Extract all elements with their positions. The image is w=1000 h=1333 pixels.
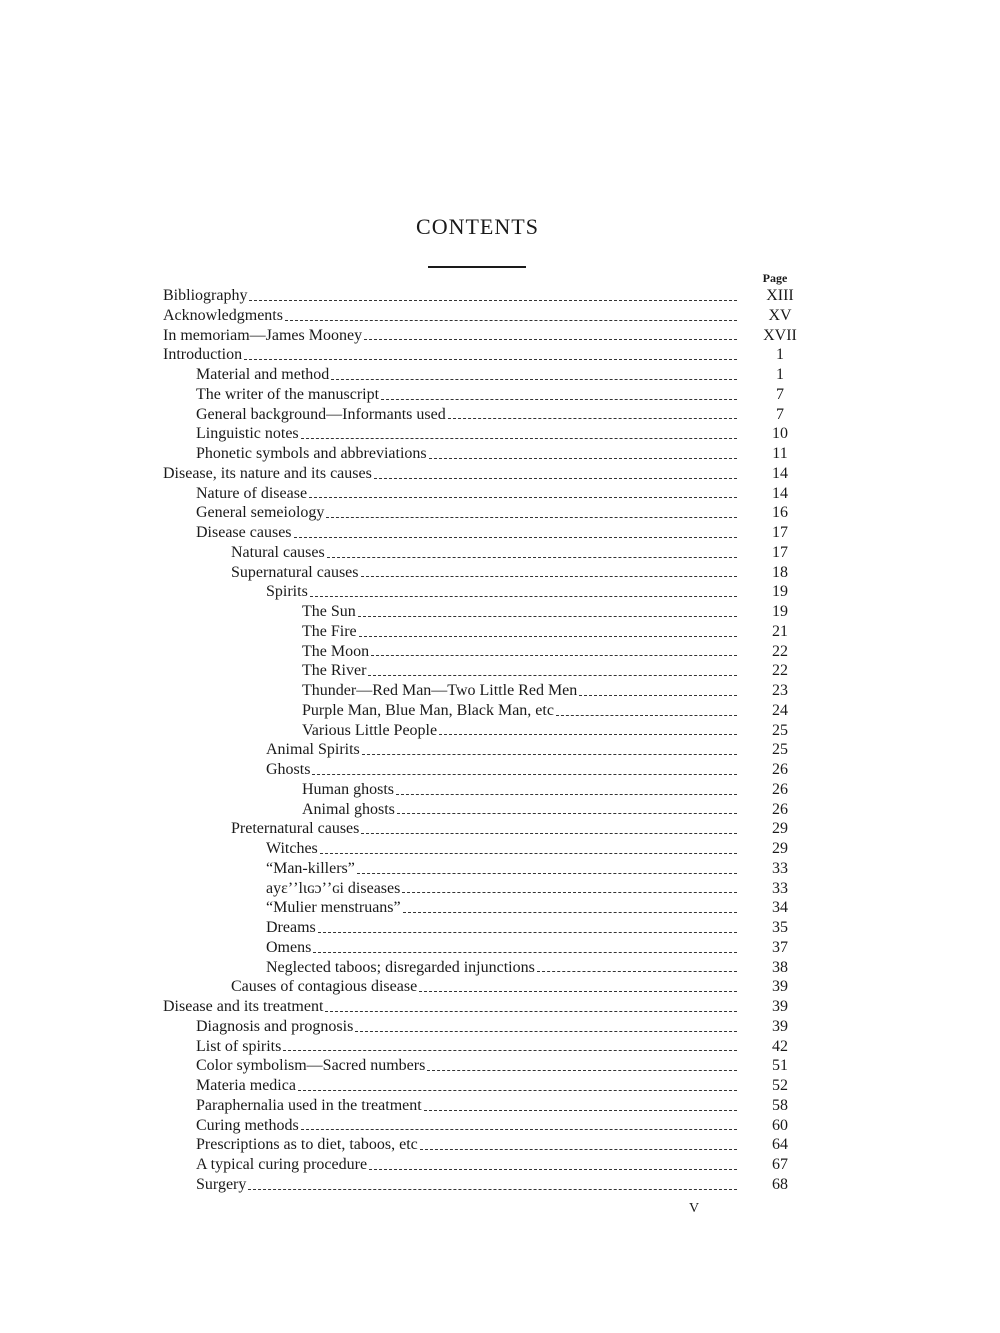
toc-entry-page-number: 42	[772, 1037, 788, 1055]
toc-entry-label-line	[266, 958, 737, 978]
toc-entry-page-number: 10	[772, 425, 788, 443]
toc-entry-label-line	[163, 306, 737, 326]
toc-entry-title: Curing methods	[196, 1116, 299, 1134]
toc-entry-label-line	[196, 365, 737, 385]
dot-leader	[537, 971, 737, 972]
toc-entry-title: Nature of disease	[196, 484, 308, 502]
dot-leader	[327, 557, 737, 558]
toc-entry	[0, 681, 1000, 701]
dot-leader	[331, 379, 737, 380]
page-column-label: Page	[762, 271, 788, 285]
toc-entry-label-line	[266, 938, 737, 958]
toc-entry-label-line	[196, 484, 737, 504]
dot-leader	[318, 932, 737, 933]
toc-entry-label-line	[196, 503, 737, 523]
dot-leader	[285, 320, 737, 321]
toc-entry	[0, 345, 1000, 365]
toc-entry-page-number: 23	[772, 682, 788, 699]
toc-entry-label-line	[163, 326, 737, 346]
toc-entry	[0, 464, 1000, 484]
toc-entry-label-line	[302, 721, 737, 741]
toc-entry-label-line	[196, 1076, 737, 1096]
dot-leader	[248, 1189, 737, 1190]
toc-entry	[0, 484, 1000, 504]
dot-leader	[402, 892, 737, 893]
dot-leader	[579, 695, 737, 696]
toc-entry-page-number: 39	[772, 978, 788, 996]
toc-entry-label-line	[302, 622, 737, 642]
toc-entry-title: Human ghosts	[302, 780, 394, 798]
toc-entry-label-line	[231, 543, 737, 563]
toc-entry-title: Various Little People	[302, 721, 438, 739]
toc-entry-page-number: 25	[772, 741, 788, 759]
toc-entry-page-number: 26	[772, 761, 788, 778]
toc-entry-title: Disease and its treatment	[163, 998, 324, 1015]
dot-leader	[362, 754, 737, 755]
toc-entry	[0, 602, 1000, 622]
toc-entry-label-line	[266, 859, 737, 879]
toc-entry-page-number: 25	[772, 721, 788, 739]
dot-leader	[374, 478, 737, 479]
toc-entry-title: Dreams	[266, 919, 316, 936]
toc-entry-title: Omens	[266, 938, 312, 956]
toc-entry-title: List of spirits	[196, 1037, 282, 1055]
toc-entry-title: “Mulier menstruans”	[266, 899, 401, 917]
toc-entry	[0, 918, 1000, 938]
toc-entry	[0, 1017, 1000, 1037]
dot-leader	[249, 300, 737, 301]
toc-entry-label-line	[302, 642, 737, 662]
toc-entry-label-line	[196, 1037, 737, 1057]
toc-entry-label-line	[196, 1056, 737, 1076]
toc-entry-title: Paraphernalia used in the treatment	[196, 1096, 422, 1114]
toc-entry	[0, 523, 1000, 543]
toc-entry	[0, 1116, 1000, 1136]
toc-entry-page-number: 1	[776, 346, 784, 364]
toc-entry-page-number: 19	[772, 603, 788, 620]
dot-leader	[364, 339, 737, 340]
toc-entry	[0, 1037, 1000, 1057]
toc-entry-title: Disease, its nature and its causes	[163, 464, 372, 482]
toc-entry-label-line	[266, 898, 737, 918]
toc-entry	[0, 879, 1000, 899]
toc-entry	[0, 365, 1000, 385]
toc-entry-label-line	[302, 681, 737, 701]
toc-entry-title: The Moon	[302, 642, 370, 660]
dot-leader	[359, 636, 737, 637]
dot-leader	[419, 991, 737, 992]
toc-entry-page-number: 24	[772, 701, 788, 719]
toc-entry-title: Preternatural causes	[231, 820, 360, 838]
toc-entry-title: Animal Spirits	[266, 741, 360, 759]
toc-entry	[0, 306, 1000, 326]
toc-entry	[0, 997, 1000, 1017]
toc-entry-label-line	[302, 602, 737, 622]
toc-entry-title: Causes of contagious disease	[231, 978, 418, 996]
toc-entry-label-line	[163, 464, 737, 484]
dot-leader	[298, 1090, 737, 1091]
toc-entry	[0, 859, 1000, 879]
toc-entry	[0, 977, 1000, 997]
toc-entry-page-number: 7	[776, 405, 784, 423]
toc-entry	[0, 1076, 1000, 1096]
dot-leader	[294, 537, 737, 538]
toc-entry	[0, 326, 1000, 346]
toc-entry-label-line	[302, 800, 737, 820]
toc-entry-title: The Sun	[302, 603, 356, 620]
toc-entry	[0, 721, 1000, 741]
toc-entry-label-line	[163, 286, 737, 306]
toc-entry-label-line	[231, 819, 737, 839]
toc-entry	[0, 622, 1000, 642]
dot-leader	[326, 517, 737, 518]
toc-entry-label-line	[196, 1135, 737, 1155]
toc-entry-title: Diagnosis and prognosis	[196, 1017, 354, 1035]
dot-leader	[312, 774, 737, 775]
toc-entry	[0, 958, 1000, 978]
toc-entry-label-line	[163, 997, 737, 1017]
toc-entry-page-number: 29	[772, 840, 788, 857]
toc-entry	[0, 800, 1000, 820]
table-of-contents	[0, 286, 1000, 1195]
toc-entry	[0, 898, 1000, 918]
toc-entry-label-line	[266, 582, 737, 602]
toc-entry-page-number: 17	[772, 543, 788, 561]
dot-leader	[420, 1149, 737, 1150]
toc-entry-label-line	[196, 385, 737, 405]
toc-entry-page-number: 14	[772, 484, 788, 502]
toc-entry-page-number: 18	[772, 563, 788, 581]
dot-leader	[309, 497, 737, 498]
toc-entry-page-number: 51	[772, 1057, 788, 1075]
toc-entry-page-number: XV	[768, 306, 792, 324]
toc-entry	[0, 760, 1000, 780]
toc-entry-label-line	[196, 444, 737, 464]
toc-entry-title: Linguistic notes	[196, 425, 299, 443]
toc-entry-page-number: 7	[776, 385, 784, 403]
toc-entry-title: “Man-killers”	[266, 859, 355, 877]
toc-entry	[0, 819, 1000, 839]
dot-leader	[396, 794, 737, 795]
toc-entry-label-line	[266, 740, 737, 760]
dot-leader	[301, 1129, 737, 1130]
toc-entry-page-number: 35	[772, 919, 788, 936]
dot-leader	[439, 734, 737, 735]
toc-entry	[0, 1175, 1000, 1195]
dot-leader	[320, 853, 737, 854]
toc-entry-page-number: 68	[772, 1175, 788, 1193]
toc-entry	[0, 286, 1000, 306]
toc-entry	[0, 543, 1000, 563]
dot-leader	[361, 576, 737, 577]
toc-entry-label-line	[196, 405, 737, 425]
toc-entry-label-line	[196, 1175, 737, 1195]
toc-entry	[0, 563, 1000, 583]
toc-entry-title: The River	[302, 662, 367, 680]
toc-entry-page-number: XIII	[766, 287, 794, 304]
toc-entry-page-number: 33	[772, 879, 788, 897]
toc-entry-page-number: 16	[772, 504, 788, 522]
dot-leader	[381, 399, 737, 400]
toc-entry-title: ayɛʼʼlɩɢɔʼʼɢi diseases	[266, 879, 401, 897]
toc-entry-page-number: 29	[772, 820, 788, 838]
dot-leader	[556, 715, 737, 716]
toc-entry-page-number: 26	[772, 800, 788, 818]
title-rule	[428, 266, 526, 268]
dot-leader	[244, 359, 737, 360]
page-title: CONTENTS	[416, 214, 539, 239]
toc-entry-page-number: 67	[772, 1156, 788, 1173]
toc-entry-title: General background—Informants used	[196, 405, 446, 423]
dot-leader	[313, 952, 737, 953]
toc-entry	[0, 701, 1000, 721]
toc-entry-label-line	[302, 701, 737, 721]
toc-entry-page-number: 19	[772, 583, 788, 601]
toc-entry	[0, 642, 1000, 662]
toc-entry	[0, 1056, 1000, 1076]
toc-entry	[0, 444, 1000, 464]
toc-entry-title: A typical curing procedure	[196, 1156, 368, 1173]
dot-leader	[355, 1031, 737, 1032]
toc-entry-label-line	[196, 1017, 737, 1037]
page-folio: V	[688, 1201, 700, 1216]
toc-entry-page-number: 52	[772, 1077, 788, 1094]
toc-entry-page-number: 58	[772, 1096, 788, 1114]
toc-entry	[0, 839, 1000, 859]
toc-entry-page-number: 22	[772, 642, 788, 660]
toc-entry-title: Materia medica	[196, 1077, 296, 1094]
toc-entry-page-number: 26	[772, 780, 788, 798]
toc-entry	[0, 582, 1000, 602]
toc-entry-title: Spirits	[266, 583, 308, 601]
toc-entry-page-number: 33	[772, 859, 788, 877]
toc-entry-title: Neglected taboos; disregarded injunctions	[266, 958, 535, 976]
dot-leader	[427, 1070, 737, 1071]
toc-entry-title: Animal ghosts	[302, 800, 395, 818]
dot-leader	[310, 596, 737, 597]
toc-entry-title: Material and method	[196, 366, 330, 383]
toc-entry-page-number: 39	[772, 998, 788, 1015]
toc-entry-title: The Fire	[302, 622, 357, 640]
toc-entry	[0, 503, 1000, 523]
dot-leader	[448, 418, 737, 419]
toc-entry-page-number: 64	[772, 1136, 788, 1154]
dot-leader	[361, 833, 737, 834]
dot-leader	[397, 813, 737, 814]
toc-entry-page-number: 1	[776, 366, 784, 383]
toc-entry-label-line	[231, 563, 737, 583]
toc-entry	[0, 780, 1000, 800]
dot-leader	[368, 675, 737, 676]
toc-entry	[0, 1135, 1000, 1155]
toc-entry-label-line	[266, 918, 737, 938]
toc-entry-title: Disease causes	[196, 524, 292, 541]
toc-entry	[0, 385, 1000, 405]
toc-entry-page-number: XVII	[763, 326, 797, 344]
dot-leader	[325, 1011, 737, 1012]
dot-leader	[357, 873, 737, 874]
toc-entry-page-number: 11	[772, 445, 788, 462]
toc-entry-label-line	[231, 977, 737, 997]
toc-entry-page-number: 21	[772, 622, 788, 640]
toc-entry-page-number: 60	[772, 1116, 788, 1134]
toc-entry-label-line	[302, 780, 737, 800]
toc-entry-title: Surgery	[196, 1175, 247, 1193]
dot-leader	[301, 438, 737, 439]
toc-entry-title: Bibliography	[163, 287, 248, 304]
toc-entry-title: Ghosts	[266, 761, 311, 778]
dot-leader	[424, 1110, 737, 1111]
toc-entry	[0, 938, 1000, 958]
toc-entry-page-number: 39	[772, 1017, 788, 1035]
toc-entry-label-line	[302, 661, 737, 681]
toc-entry-page-number: 14	[772, 464, 788, 482]
toc-entry-page-number: 38	[772, 958, 788, 976]
toc-entry-page-number: 17	[772, 524, 788, 541]
toc-entry-title: Natural causes	[231, 543, 325, 561]
toc-entry-label-line	[163, 345, 737, 365]
toc-entry	[0, 661, 1000, 681]
toc-entry-label-line	[196, 1155, 737, 1175]
toc-entry-title: Acknowledgments	[163, 306, 283, 324]
toc-entry-label-line	[196, 1096, 737, 1116]
toc-entry	[0, 1096, 1000, 1116]
toc-entry-title: Introduction	[163, 346, 243, 364]
toc-entry-page-number: 34	[772, 899, 788, 917]
toc-entry	[0, 1155, 1000, 1175]
toc-entry-page-number: 37	[772, 938, 788, 956]
toc-entry	[0, 405, 1000, 425]
toc-entry-label-line	[266, 839, 737, 859]
toc-entry-title: Witches	[266, 840, 318, 857]
toc-entry-label-line	[196, 523, 737, 543]
toc-entry-page-number: 22	[772, 662, 788, 680]
dot-leader	[371, 655, 737, 656]
toc-entry	[0, 740, 1000, 760]
toc-entry-title: Prescriptions as to diet, taboos, etc	[196, 1136, 418, 1154]
toc-entry-title: Supernatural causes	[231, 563, 359, 581]
toc-entry-title: Purple Man, Blue Man, Black Man, etc	[302, 701, 554, 719]
toc-entry-title: The writer of the manuscript	[196, 385, 380, 403]
dot-leader	[283, 1050, 737, 1051]
toc-entry-title: Phonetic symbols and abbreviations	[196, 445, 427, 462]
toc-entry-label-line	[266, 879, 737, 899]
toc-entry-label-line	[196, 424, 737, 444]
toc-entry-label-line	[266, 760, 737, 780]
toc-entry-title: In memoriam—James Mooney	[163, 326, 363, 344]
dot-leader	[429, 458, 737, 459]
toc-entry-label-line	[196, 1116, 737, 1136]
dot-leader	[369, 1169, 737, 1170]
toc-entry-title: General semeiology	[196, 504, 325, 522]
dot-leader	[358, 616, 737, 617]
toc-entry-title: Thunder—Red Man—Two Little Red Men	[302, 682, 578, 699]
dot-leader	[403, 912, 737, 913]
toc-entry	[0, 424, 1000, 444]
toc-entry-title: Color symbolism—Sacred numbers	[196, 1057, 426, 1075]
